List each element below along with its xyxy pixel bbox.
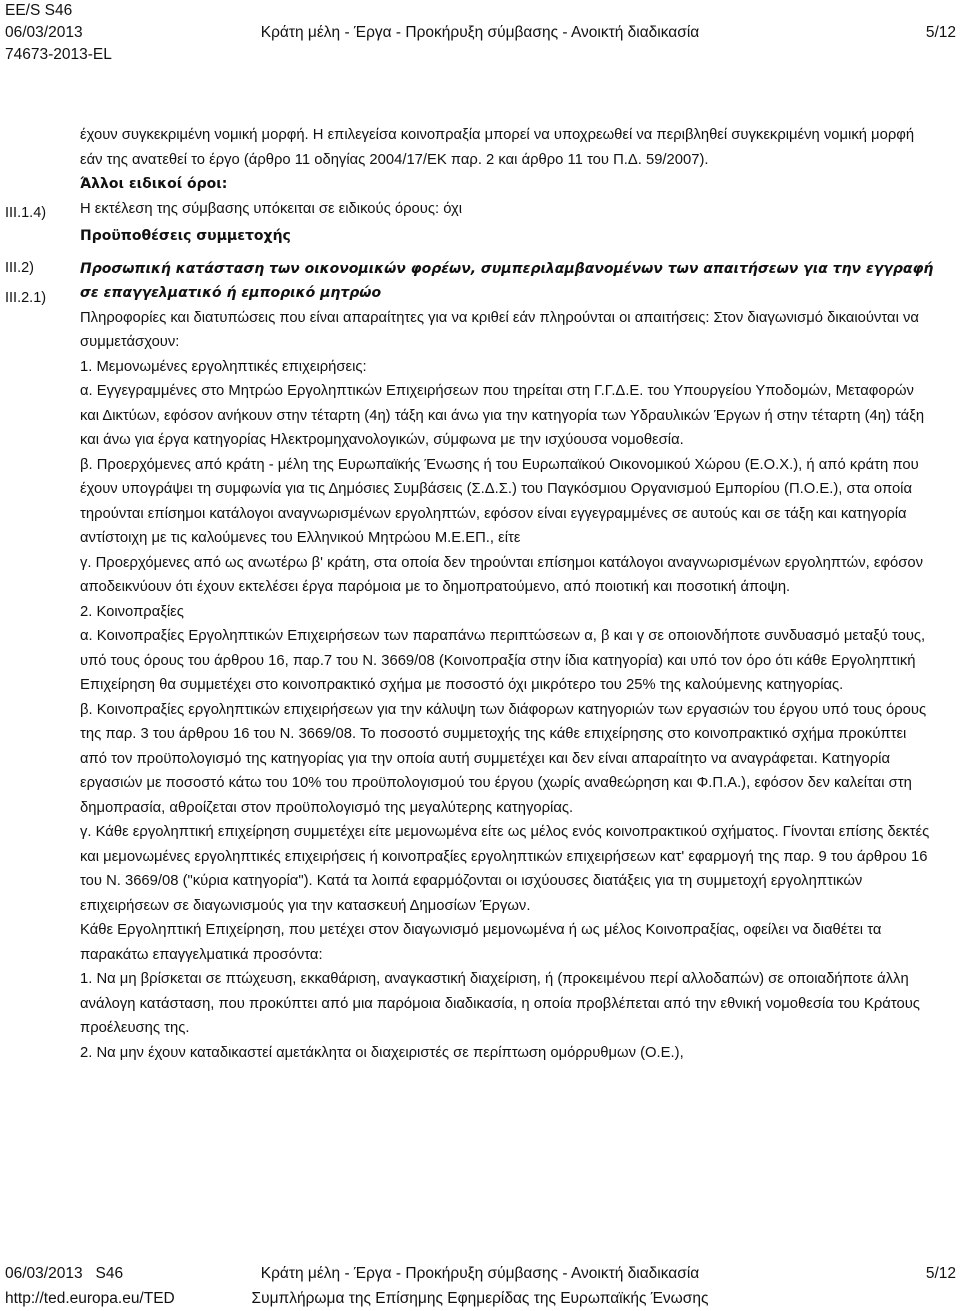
paragraph-joint-ventures-c: γ. Κάθε εργοληπτική επιχείρηση συμμετέχει είτε μεμονωμένα είτε ως μέλος ενός κοινοπρακτικού σχήματος. Γίνονται επίσης δεκτές και μεμονωμένες εργοληπτικές επιχειρήσεις ή κοινοπραξίες εργοληπτικών επιχειρήσεων κατ' εφαρμογή της παρ. 9 του άρθρου 16 του Ν. 3669/08 ("κύρια κατηγορία"). Κατά τα λοιπά εφαρμόζονται οι ισχύουσες διατάξεις για τη συμμετοχή εργοληπτικών επιχειρήσεων σε διαγωνισμούς για την κατασκευή Δημοσίων Έργων. [80, 824, 930, 914]
page-footer [0, 1262, 960, 1311]
footer-subtitle: Συμπλήρωμα της Επίσημης Εφημερίδας της Ευρωπαϊκής Ένωσης [251, 1290, 709, 1307]
footer-title: Κράτη μέλη - Έργα - Προκήρυξη σύμβασης - Ανοικτή διαδικασία [260, 1265, 700, 1282]
header-title: Κράτη μέλη - Έργα - Προκήρυξη σύμβασης - Ανοικτή διαδικασία [260, 24, 700, 41]
paragraph-joint-ventures-a: α. Κοινοπραξίες Εργοληπτικών Επιχειρήσεων των παραπάνω περιπτώσεων α, β και γ σε οποιονδήποτε συνδυασμό μεταξύ τους, υπό τους όρους του άρθρου 16, παρ.7 του Ν. 3669/08 (Κοινοπραξία στην ίδια κατηγορία) και υπό τον όρο ότι κάθε Εργοληπτική Επιχείρηση θα συμμετέχει στο κοινοπρακτικό σχήμα με ποσοστό όχι μικρότερο του 25% της καλούμενης κατηγορίας. [80, 628, 926, 693]
footer-doc-type: S46 [95, 1265, 124, 1282]
header-doc-type: EE/S S46 [5, 2, 73, 19]
paragraph-qualifications: Κάθε Εργοληπτική Επιχείρηση, που μετέχει στον διαγωνισμό μεμονωμένα ή ως μέλος Κοινοπραξίας, οφείλει να διαθέτει τα παρακάτω επαγγελματικά προσόντα: [80, 922, 882, 963]
paragraph-information: Πληροφορίες και διατυπώσεις που είναι απαραίτητες για να κριθεί εάν πληρούνται οι απαιτήσεις: Στον διαγωνισμό δικαιούνται να συμμετάσχουν: [80, 309, 919, 350]
paragraph-qualification-1: 1. Να μη βρίσκεται σε πτώχευση, εκκαθάριση, αναγκαστική διαχείριση, ή (προκειμένου περί αλλοδαπών) σε οποιαδήποτε άλλη ανάλογη κατάσταση, που προκύπτει από μια παρόμοια διαδικασία, η οποία προβλέπεται από την εθνική νομοθεσία του Κράτους προέλευσης της. [80, 971, 920, 1036]
footer-url[interactable]: http://ted.europa.eu/TED [5, 1290, 175, 1307]
paragraph-special-conditions: Η εκτέλεση της σύμβασης υπόκειται σε ειδικούς όρους: όχι [80, 200, 463, 217]
paragraph-joint-ventures-b: β. Κοινοπραξίες εργοληπτικών επιχειρήσεων για την κάλυψη των διάφορων κατηγοριών των εργασιών του έργου υπό τους όρους της παρ. 3 του άρθρου 16 του Ν. 3669/08. Το ποσοστό συμμετοχής της κάθε επιχείρησης στο κοινοπρακτικό σχήμα προκύπτει από τον προϋπολογισμό της κατηγορίας για την οποία αυτή συμμετέχει και δεν είναι απαραίτητο να αναγράφεται. Κατηγορία εργασιών με ποσοστό κάτω του 10% του προϋπολογισμού του έργου (χωρίς αναθεώρηση και Φ.Π.Α.), εφόσον δεν καλείται στη δημοπρασία, αθροίζεται στον προϋπολογισμό της μεγαλύτερης κατηγορίας. [80, 701, 927, 816]
header-date: 06/03/2013 [5, 24, 83, 41]
paragraph-eu-contractors: β. Προερχόμενες από κράτη - μέλη της Ευρωπαϊκής Ένωσης ή του Ευρωπαϊκού Οικονομικού Χώρου (Ε.Ο.Χ.), ή από κράτη που έχουν υπογράψει τη συμφωνία για τις Δημόσιες Συμβάσεις (Σ.Δ.Σ.) του Παγκόσμιου Οργανισμού Εμπορίου (Π.Ο.Ε.), στα οποία τηρούνται επίσημοι κατάλογοι αναγνωρισμένων εργοληπτών, εφόσον είναι εγγεγραμμένες σε αυτούς και σε τάξη και κατηγορία αντίστοιχη με τις καλούμενες του Ελληνικού Μητρώου Μ.Ε.ΕΠ., είτε [80, 456, 919, 546]
paragraph-individual-contractors: 1. Μεμονωμένες εργοληπτικές επιχειρήσεις: [80, 358, 367, 375]
section-number-III-2-1: III.2.1) [5, 290, 47, 306]
footer-page-number: 5/12 [925, 1265, 956, 1282]
heading-participation-conditions: Προϋποθέσεις συμμετοχής [80, 228, 291, 244]
footer-date: 06/03/2013 [5, 1265, 83, 1282]
section-number-III-2: III.2) [5, 260, 35, 276]
header-doc-id: 74673-2013-EL [5, 46, 112, 63]
paragraph-other-states: γ. Προερχόμενες από ως ανωτέρω β' κράτη, στα οποία δεν τηρούνται επίσημοι κατάλογοι αναγνωρισμένων εργοληπτών, εφόσον αποδεικνύουν ότι έχουν εκτελέσει έργα παρόμοια με το δημοπρατούμενο, από ποιοτική και ποσοτική άποψη. [80, 554, 923, 595]
heading-other-conditions: Άλλοι ειδικοί όροι: [80, 176, 228, 192]
paragraph-joint-ventures: 2. Κοινοπραξίες [80, 603, 184, 620]
page-header [0, 0, 960, 80]
heading-personal-situation: Προσωπική κατάσταση των οικονομικών φορέων, συμπεριλαμβανομένων των απαιτήσεων για την εγγραφή σε επαγγελματικό ή εμπορικό μητρώο [80, 260, 934, 301]
section-number-III-1-4: III.1.4) [5, 205, 47, 221]
paragraph-qualification-2: 2. Να μην έχουν καταδικαστεί αμετάκλητα οι διαχειριστές σε περίπτωση ομόρρυθμων (Ο.Ε.), [80, 1044, 684, 1061]
paragraph-registered: α. Εγγεγραμμένες στο Μητρώο Εργοληπτικών Επιχειρήσεων που τηρείται στη Γ.Γ.Δ.Ε. του Υπουργείου Υποδομών, Μεταφορών και Δικτύων, εφόσον ανήκουν στην τέταρτη (4η) τάξη και άνω για την κατηγορία των Υδραυλικών Έργων ή στην τέταρτη (4η) τάξη και άνω για έργα κατηγορίας Ηλεκτρομηχανολογικών, σύμφωνα με την ισχύουσα νομοθεσία. [80, 383, 925, 448]
paragraph-legal-form: έχουν συγκεκριμένη νομική μορφή. Η επιλεγείσα κοινοπραξία μπορεί να υποχρεωθεί να περιβληθεί συγκεκριμένη νομική μορφή εάν της ανατεθεί το έργο (άρθρο 11 οδηγίας 2004/17/ΕΚ παρ. 2 και άρθρο 11 του Π.Δ. 59/2007). [80, 127, 915, 168]
header-page-number: 5/12 [925, 24, 956, 41]
document-body [80, 123, 936, 1065]
